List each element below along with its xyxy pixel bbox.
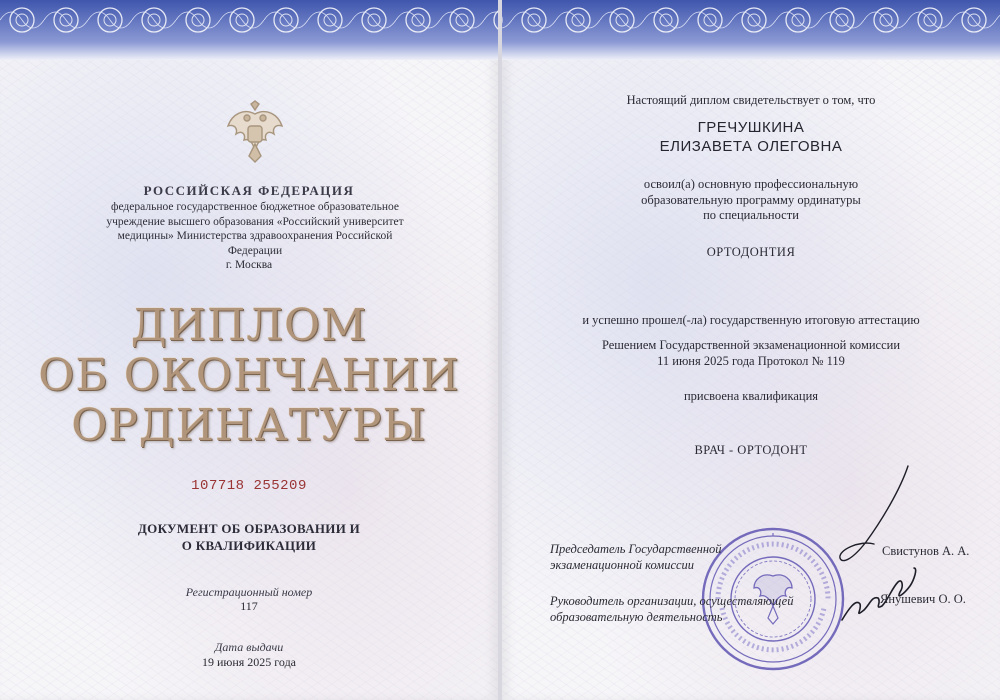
qualification: ВРАЧ - ОРТОДОНТ [694, 443, 808, 457]
head-label [550, 593, 793, 625]
qualification-label: присвоена квалификация [683, 389, 819, 403]
program-text-line: образовательную программу ординатуры [641, 192, 861, 207]
commission-decision [502, 338, 1000, 369]
diploma-title-line: ОБ ОКОНЧАНИИ [38, 350, 460, 401]
security-band-left [0, 0, 498, 60]
chair-label-line: экзаменационной комиссии [550, 558, 695, 572]
graduate-given-names: ЕЛИЗАВЕТА ОЛЕГОВНА [659, 138, 843, 155]
chair-label [550, 541, 722, 573]
city: г. Москва [225, 259, 273, 271]
commission-decision-line: Решением Государственной экзаменационной комиссии [601, 338, 901, 352]
institution-name [70, 200, 440, 258]
institution-line: учреждение высшего образования «Российский университет [106, 215, 404, 228]
country-heading: РОССИЙСКАЯ ФЕДЕРАЦИЯ [143, 183, 355, 198]
specialty: ОРТОДОНТИЯ [706, 245, 796, 259]
intro-text: Настоящий диплом свидетельствует о том, что [626, 93, 876, 107]
institution-line: федеральное государственное бюджетное образовательное [111, 201, 399, 213]
institution-line: медицины» Министерства здравоохранения Российской [117, 230, 393, 242]
document-type-line: ДОКУМЕНТ ОБ ОБРАЗОВАНИИ И [137, 521, 361, 536]
head-label-line: образовательную деятельность [550, 610, 723, 624]
security-band-right [502, 0, 1000, 60]
diploma-title-line: ДИПЛОМ [130, 300, 368, 351]
serial-number: 107718 255209 [191, 478, 307, 494]
head-name: Янушевич О. О. [880, 592, 966, 606]
issue-date: 19 июня 2025 года [201, 655, 297, 669]
program-text [502, 177, 1000, 224]
diploma-right-page [502, 0, 1000, 700]
graduate-name [502, 118, 1000, 156]
document-type-line: О КВАЛИФИКАЦИИ [181, 538, 317, 553]
registration-number-label: Регистрационный номер [185, 585, 313, 599]
graduate-surname: ГРЕЧУШКИНА [697, 119, 805, 136]
document-type [0, 520, 498, 554]
program-text-line: освоил(а) основную профессиональную [643, 177, 859, 191]
issue-date-label: Дата выдачи [214, 640, 284, 654]
diploma-left-page [0, 0, 498, 700]
attestation-text: и успешно прошел(-ла) государственную итоговую аттестацию [582, 313, 920, 327]
coat-of-arms-icon [222, 100, 288, 168]
diploma-title-line: ОРДИНАТУРЫ [71, 400, 427, 451]
head-label-line: Руководитель организации, осуществляющей [550, 594, 794, 608]
program-text-line: по специальности [703, 208, 799, 222]
chair-label-line: Председатель Государственной [550, 542, 722, 556]
chair-name: Свистунов А. А. [882, 544, 970, 558]
registration-number: 117 [240, 599, 258, 613]
institution-line: Федерации [227, 244, 283, 257]
commission-decision-line: 11 июня 2025 года Протокол № 119 [657, 353, 845, 368]
